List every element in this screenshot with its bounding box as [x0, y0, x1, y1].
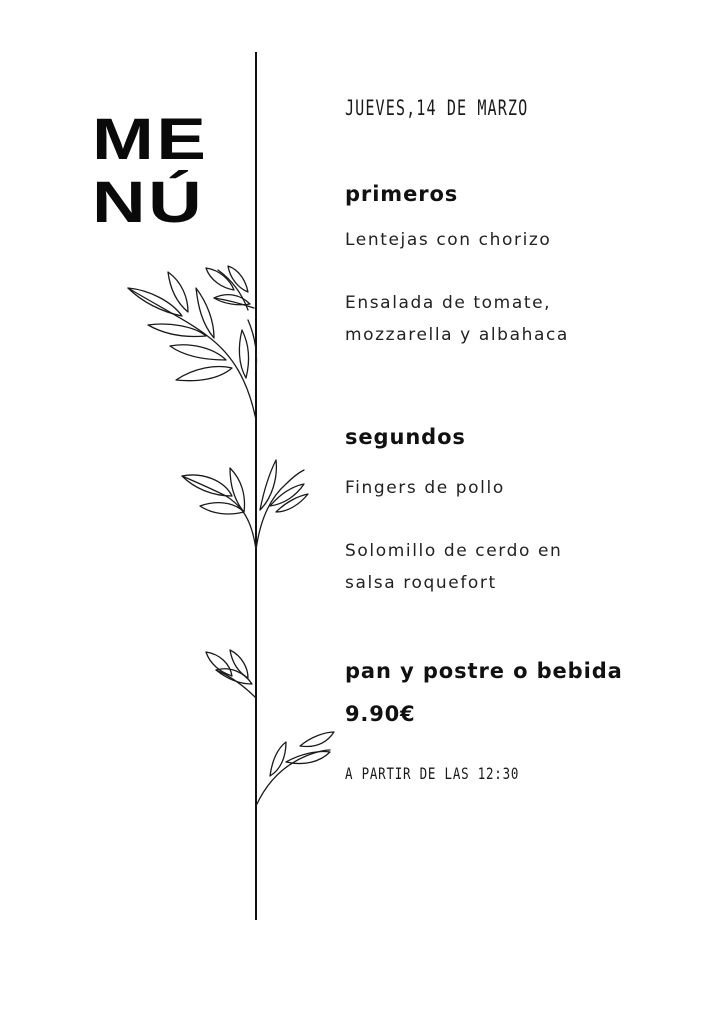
dish-item: mozzarella y albahaca: [345, 325, 569, 345]
leafy-branch-illustration: [110, 250, 350, 830]
serving-time-note: A PARTIR DE LAS 12:30: [345, 764, 520, 783]
menu-date: JUEVES,14 DE MARZO: [345, 96, 529, 120]
menu-title-line-2: NÚ: [92, 170, 205, 235]
section-title-primeros: primeros: [345, 182, 459, 206]
dish-item: salsa roquefort: [345, 573, 497, 593]
dish-item: Solomillo de cerdo en: [345, 541, 563, 561]
menu-extras: pan y postre o bebida: [345, 659, 623, 683]
menu-price: 9.90€: [345, 702, 416, 726]
menu-title-line-1: ME: [92, 107, 209, 172]
menu-title: [92, 108, 208, 234]
section-title-segundos: segundos: [345, 425, 466, 449]
dish-item: Lentejas con chorizo: [345, 230, 552, 250]
dish-item: Fingers de pollo: [345, 478, 505, 498]
dish-item: Ensalada de tomate,: [345, 293, 552, 313]
